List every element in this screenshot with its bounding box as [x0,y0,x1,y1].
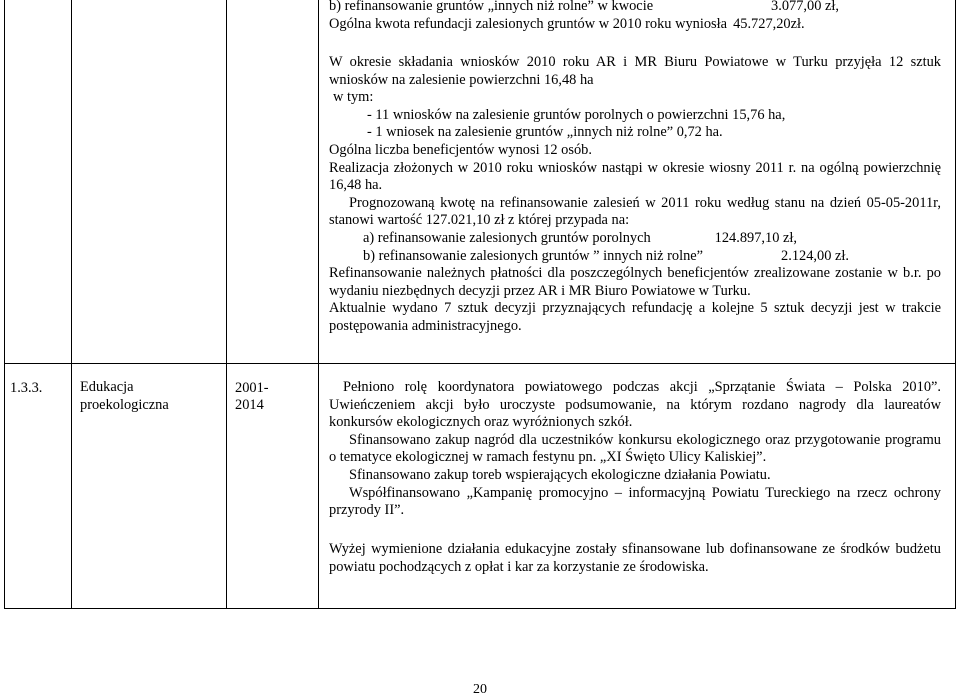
amount-line-b-value: 3.077,00 zł, [771,0,839,14]
forecast-text: Prognozowaną kwotę na refinansowanie zalesień w 2011 roku według stanu na dzień 05-05-2011r, stanowi wartość 127.021,10 zł z której przypada na: [329,194,941,229]
amount-line-b [329,0,839,16]
summary-paragraph: Wyżej wymienione działania edukacyjne zostały sfinansowane lub dofinansowane ze środków budżetu powiatu pochodzących z opłat i kar za korzystanie ze środowiska. [329,541,941,575]
item-number: 1.3.3. [10,380,43,396]
applications-item-2: - 1 wniosek na zalesienie gruntów „innych niż rolne” 0,72 ha. [367,124,723,141]
top-row-content [329,0,941,33]
forecast-item-a-value: 124.897,10 zł, [714,229,797,246]
applications-item-1: - 11 wniosków na zalesienie gruntów porolnych o powierzchni 15,76 ha, [367,106,786,123]
row-divider [4,363,956,364]
table-divider-3 [318,0,319,609]
applications-paragraph [329,54,941,336]
campaign-text: Współfinansowano „Kampanię promocyjno – informacyjną Powiatu Tureckiego na rzecz ochrony przyrody II”. [329,484,941,519]
period-end: 2014 [235,397,264,413]
beneficiaries-text: Ogólna liczba beneficjentów wynosi 12 osób. [329,141,592,158]
period-start: 2001- [235,380,269,396]
total-refund-line [329,16,941,34]
table-border-right [955,0,956,609]
coordination-text: Pełniono rolę koordynatora powiatowego podczas akcji „Sprzątanie Świata – Polska 2010”. Uwieńczeniem akcji było uroczyste podsumowanie, na którym rozdano nagrody dla laureatów konkursów ekologicznych oraz wyróżnionych szkół. [329,379,941,431]
table-divider-1 [71,0,72,609]
bags-text: Sfinansowano zakup toreb wspierających ekologiczne działania Powiatu. [349,466,771,483]
awards-text: Sfinansowano zakup nagród dla uczestników konkursu ekologicznego oraz przygotowanie programu o tematyce ekologicznej w ramach festynu pn. „XI Święto Ulicy Kaliskiej”. [329,431,941,466]
bottom-row-content [329,379,941,520]
total-refund-value: 45.727,20zł. [733,15,805,32]
applications-text: W okresie składania wniosków 2010 roku AR i MR Biuru Powiatowe w Turku przyjęła 12 sztuk wniosków na zalesienie powierzchni 16,48 ha [329,54,941,88]
forecast-item-a [329,230,797,248]
table-divider-2 [226,0,227,609]
forecast-item-b-value: 2.124,00 zł. [781,247,849,264]
page-number: 20 [473,682,487,697]
table-border-left [4,0,5,609]
realization-text: Realizacja złożonych w 2010 roku wniosków nastąpi w okresie wiosny 2011 r. na ogólną powierzchnię 16,48 ha. [329,159,941,194]
amount-line-b-label: b) refinansowanie gruntów „innych niż rolne” w kwocie [329,0,654,14]
total-refund-label: Ogólna kwota refundacji zalesionych gruntów w 2010 roku wyniosła [329,15,728,32]
forecast-item-b [329,248,849,266]
forecast-item-a-label: a) refinansowanie zalesionych gruntów porolnych [363,229,651,246]
w-tym-label: w tym: [333,89,374,106]
current-status-text: Aktualnie wydano 7 sztuk decyzji przyznających refundację a kolejne 5 sztuk decyzji jest w trakcie postępowania administracyjnego. [329,300,941,334]
forecast-item-b-label: b) refinansowanie zalesionych gruntów ” innych niż rolne” [363,247,704,264]
refinancing-text: Refinansowanie należnych płatności dla poszczególnych beneficjentów zrealizowane zostanie w b.r. po wydaniu niezbędnych decyzji przez AR i MR Biuro Powiatowe w Turku. [329,265,941,299]
table-border-bottom [4,608,956,609]
task-name: Edukacja proekologiczna [80,379,169,413]
